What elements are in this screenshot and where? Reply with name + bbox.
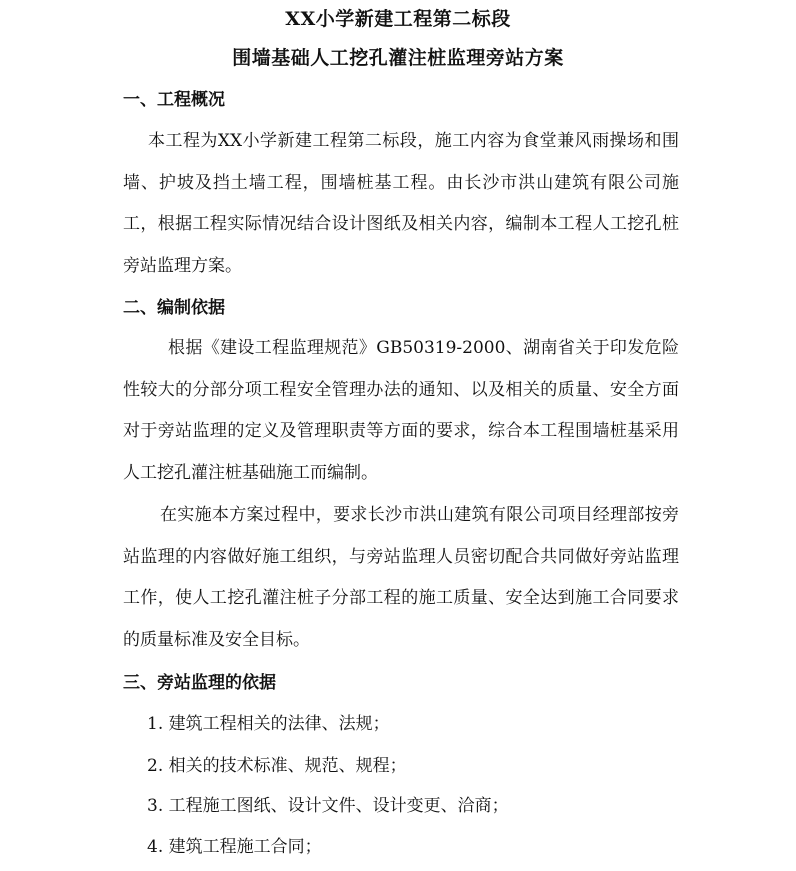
section-heading-supervision-basis: 三、旁站监理的依据 (123, 673, 276, 693)
overview-paragraph: 本工程为XX小学新建工程第二标段，施工内容为食堂兼风雨操场和围墙、护坡及挡土墙工程，围墙桩基工程。由长沙市洪山建筑有限公司施工，根据工程实际情况结合设计图纸及相关内容，编制本工程人工挖孔桩旁站监理方案。 (123, 131, 679, 276)
list-item: 2. 相关的技术标准、规范、规程； (147, 756, 407, 776)
document-title-line-2: 围墙基础人工挖孔灌注桩监理旁站方案 (232, 47, 564, 69)
basis-paragraph-2: 在实施本方案过程中，要求长沙市洪山建筑有限公司项目经理部按旁站监理的内容做好施工组织，与旁站监理人员密切配合共同做好旁站监理工作，使人工挖孔灌注桩子分部工程的施工质量、安全达到施工合同要求的质量标准及安全目标。 (123, 505, 679, 650)
section-heading-basis: 二、编制依据 (123, 298, 225, 318)
list-item: 4. 建筑工程施工合同； (147, 837, 322, 857)
list-item: 3. 工程施工图纸、设计文件、设计变更、洽商； (147, 796, 509, 816)
section-heading-overview: 一、工程概况 (123, 90, 225, 110)
basis-paragraph-1: 根据《建设工程监理规范》GB50319-2000、湖南省关于印发危险性较大的分部分项工程安全管理办法的通知、以及相关的质量、安全方面对于旁站监理的定义及管理职责等方面的要求，综合本工程围墙桩基采用人工挖孔灌注桩基础施工而编制。 (123, 338, 679, 483)
document-title-line-1: XX小学新建工程第二标段 (285, 8, 511, 30)
list-item: 1. 建筑工程相关的法律、法规； (147, 714, 390, 734)
